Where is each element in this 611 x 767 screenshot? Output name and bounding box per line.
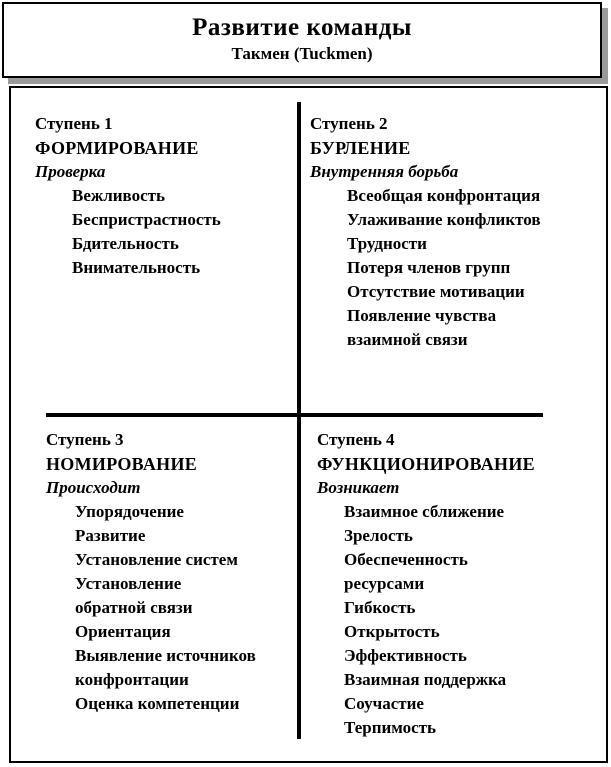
step-label: Ступень 2 xyxy=(310,114,388,133)
list-item: Взаимная поддержка xyxy=(344,670,507,689)
stage-name: НОМИРОВАНИЕ xyxy=(46,454,198,474)
list-item: Эффективность xyxy=(344,646,467,665)
list-item: Вежливость xyxy=(72,186,165,205)
list-item: Внимательность xyxy=(72,258,201,277)
stage-subtitle: Проверка xyxy=(35,162,106,181)
step-label: Ступень 3 xyxy=(46,430,124,449)
list-item: Гибкость xyxy=(344,598,416,617)
list-item: Упорядочение xyxy=(75,502,184,521)
quadrant-stage-4 xyxy=(317,428,535,740)
list-item: Появление чувства xyxy=(347,306,497,325)
list-item: Улаживание конфликтов xyxy=(347,210,541,229)
list-item: конфронтации xyxy=(75,670,189,689)
list-item: Отсутствие мотивации xyxy=(347,282,525,301)
list-item: Всеобщая конфронтация xyxy=(347,186,541,205)
list-item: Трудности xyxy=(347,234,427,253)
list-item: Выявление источников xyxy=(75,646,256,665)
list-item: Терпимость xyxy=(344,718,437,737)
vertical-divider xyxy=(297,102,301,739)
list-item: Бдительность xyxy=(72,234,179,253)
list-item: Соучастие xyxy=(344,694,424,713)
list-item: Взаимное сближение xyxy=(344,502,505,521)
stages-diagram xyxy=(9,86,608,763)
quadrant-stage-2 xyxy=(310,112,541,352)
list-item: взаимной связи xyxy=(347,330,468,349)
list-item: Потеря членов групп xyxy=(347,258,511,277)
stage-item-list xyxy=(310,184,541,352)
list-item: Установление xyxy=(75,574,182,593)
stage-item-list xyxy=(35,184,221,280)
list-item: Обеспеченность xyxy=(344,550,468,569)
step-label: Ступень 4 xyxy=(317,430,395,449)
page-title: Развитие команды xyxy=(192,14,412,41)
list-item: Развитие xyxy=(75,526,146,545)
stage-name: ФОРМИРОВАНИЕ xyxy=(35,138,199,158)
stage-subtitle: Происходит xyxy=(46,478,141,497)
list-item: Беспристрастность xyxy=(72,210,221,229)
list-item: Зрелость xyxy=(344,526,413,545)
list-item: Установление систем xyxy=(75,550,238,569)
list-item: ресурсами xyxy=(344,574,425,593)
title-box xyxy=(2,2,602,78)
stage-name: ФУНКЦИОНИРОВАНИЕ xyxy=(317,454,535,474)
stage-subtitle: Возникает xyxy=(317,478,400,497)
page-subtitle: Такмен (Tuckmen) xyxy=(231,44,373,63)
quadrant-stage-3 xyxy=(46,428,256,716)
list-item: Открытость xyxy=(344,622,440,641)
quadrant-stage-1 xyxy=(35,112,221,280)
step-label: Ступень 1 xyxy=(35,114,113,133)
stage-item-list xyxy=(46,500,256,716)
stage-name: БУРЛЕНИЕ xyxy=(310,138,411,158)
stage-item-list xyxy=(317,500,535,740)
list-item: Ориентация xyxy=(75,622,171,641)
stage-subtitle: Внутренняя борьба xyxy=(310,162,459,181)
horizontal-divider xyxy=(46,413,543,417)
list-item: обратной связи xyxy=(75,598,193,617)
list-item: Оценка компетенции xyxy=(75,694,240,713)
